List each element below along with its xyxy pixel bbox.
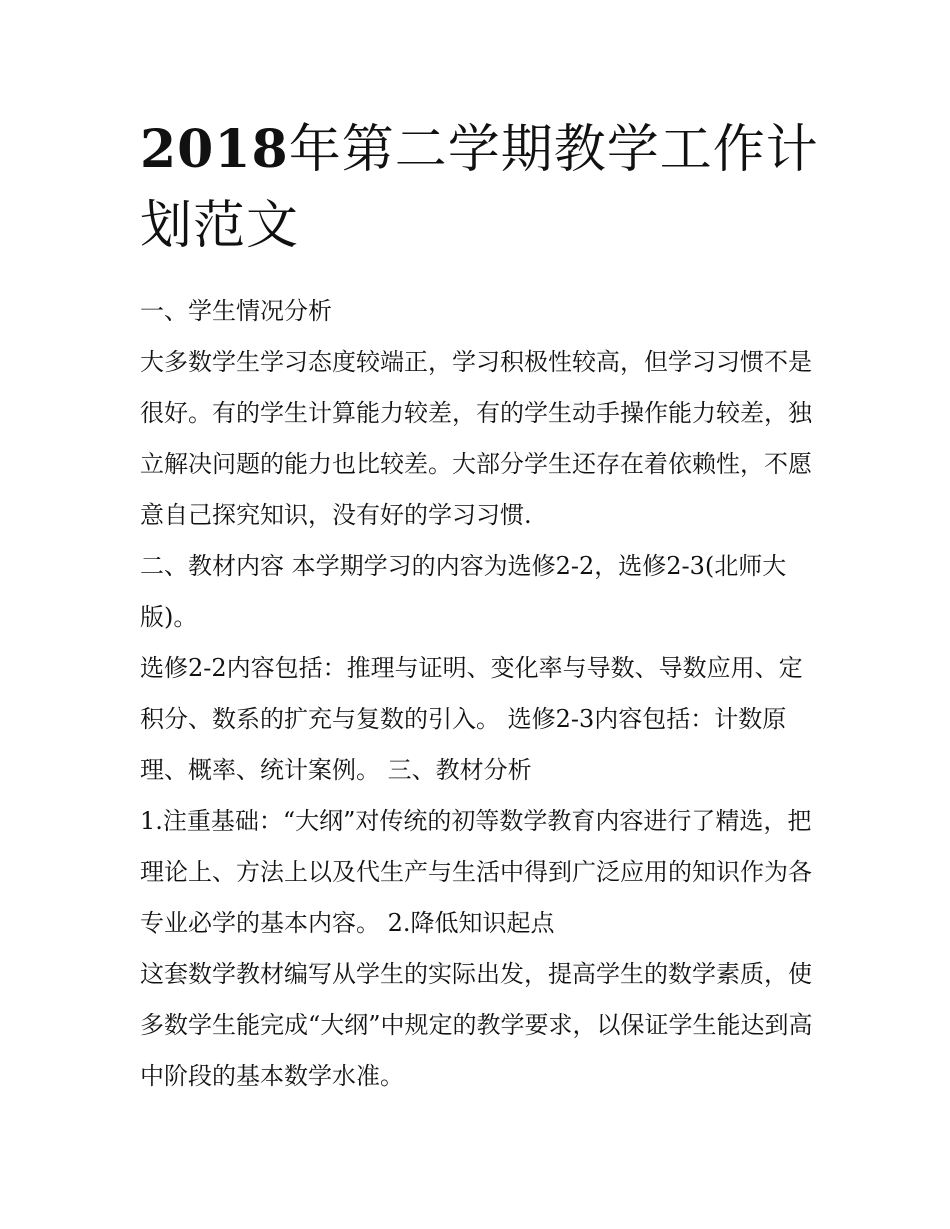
paragraph-elective-content: 选修2-2内容包括：推理与证明、变化率与导数、导数应用、定积分、数系的扩充与复数的引入。 选修2-3内容包括：计数原理、概率、统计案例。 三、教材分析 [140, 654, 803, 784]
paragraph-textbook-goals: 这套数学教材编写从学生的实际出发，提高学生的数学素质，使多数学生能完成“大纲”中规定的教学要求，以保证学生能达到高中阶段的基本数学水准。 [140, 960, 813, 1090]
paragraph-student-analysis: 大多数学生学习态度较端正，学习积极性较高，但学习习惯不是很好。有的学生计算能力较差，有的学生动手操作能力较差，独立解决问题的能力也比较差。大部分学生还存在着依赖性，不愿意自己探究知识，没有好的学习习惯. [140, 348, 812, 529]
title-text: 年第二学期教学工作计划范文 [140, 120, 819, 256]
document-page [140, 112, 820, 1102]
section-heading-student-analysis: 一、学生情况分析 [140, 297, 332, 325]
paragraph-textbook-content: 二、教材内容 本学期学习的内容为选修2-2，选修2-3(北师大版)。 [140, 552, 787, 631]
document-title [140, 112, 820, 264]
paragraph-emphasize-basics: 1.注重基础：“大纲”对传统的初等数学教育内容进行了精选，把理论上、方法上以及代生产与生活中得到广泛应用的知识作为各专业必学的基本内容。 2.降低知识起点 [140, 807, 812, 937]
title-year: 2018 [140, 119, 289, 180]
